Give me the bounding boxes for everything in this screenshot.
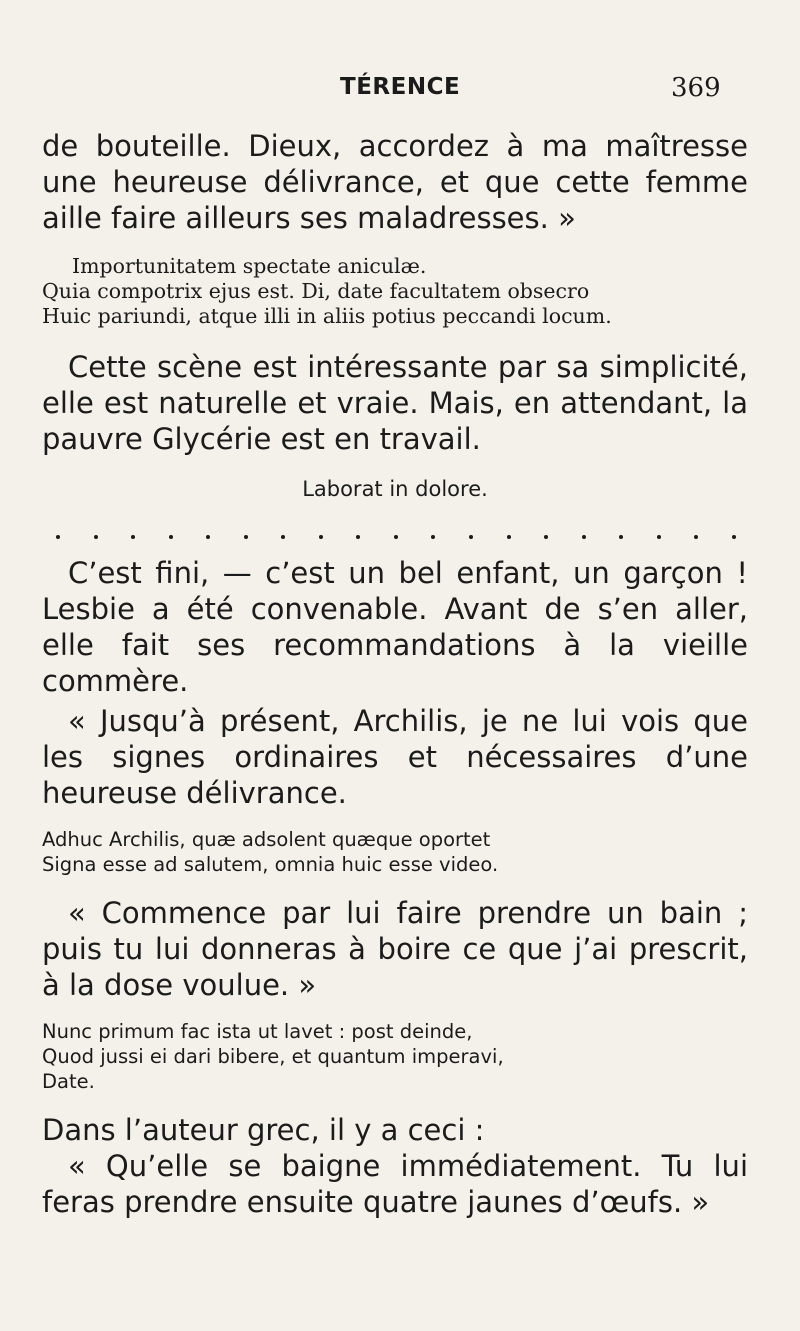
latin-line: Quia compotrix ejus est. Di, date facultatem obsecro [42,279,590,303]
latin-quote-2: Laborat in dolore. [302,477,488,501]
paragraph-7: « Qu’elle se baigne immédiatement. Tu lui feras prendre ensuite quatre jaunes d’œufs. » [42,1149,748,1219]
paragraph-4: « Jusqu’à présent, Archilis, je ne lui vois que les signes ordinaires et nécessaires d’une heureuse délivrance. [42,704,748,810]
latin-line: Adhuc Archilis, quæ adsolent quæque oportet [42,828,491,851]
latin-line: Date. [42,1070,95,1093]
ellipsis-dots-separator [56,525,736,547]
latin-line: Quod jussi ei dari bibere, et quantum imperavi, [42,1045,504,1068]
running-title: TÉRENCE [340,74,461,100]
latin-quote-3 [42,827,748,877]
page-number: 369 [671,73,721,103]
paragraph-1: de bouteille. Dieux, accordez à ma maîtresse une heureuse délivrance, et que cette femme aille faire ailleurs ses maladresses. » [42,129,748,235]
latin-line: Importunitatem spectate aniculæ. [72,254,427,278]
latin-line: Nunc primum fac ista ut lavet : post deinde, [42,1020,473,1043]
book-page [42,74,748,1220]
latin-line: Huic pariundi, atque illi in aliis potius peccandi locum. [42,304,612,328]
paragraph-6: Dans l’auteur grec, il y a ceci : [42,1113,485,1147]
paragraph-5: « Commence par lui faire prendre un bain ; puis tu lui donneras à boire ce que j’ai prescrit, à la dose voulue. » [42,896,748,1002]
paragraph-3: C’est fini, — c’est un bel enfant, un garçon ! Lesbie a été convenable. Avant de s’en aller, elle fait ses recommandations à la vieille commère. [42,556,748,698]
paragraph-2: Cette scène est intéressante par sa simplicité, elle est naturelle et vraie. Mais, en attendant, la pauvre Glycérie est en travail. [42,350,748,456]
latin-quote-1 [42,254,748,329]
latin-quote-4 [42,1019,748,1094]
latin-line: Signa esse ad salutem, omnia huic esse video. [42,853,499,876]
page-header [42,74,748,114]
